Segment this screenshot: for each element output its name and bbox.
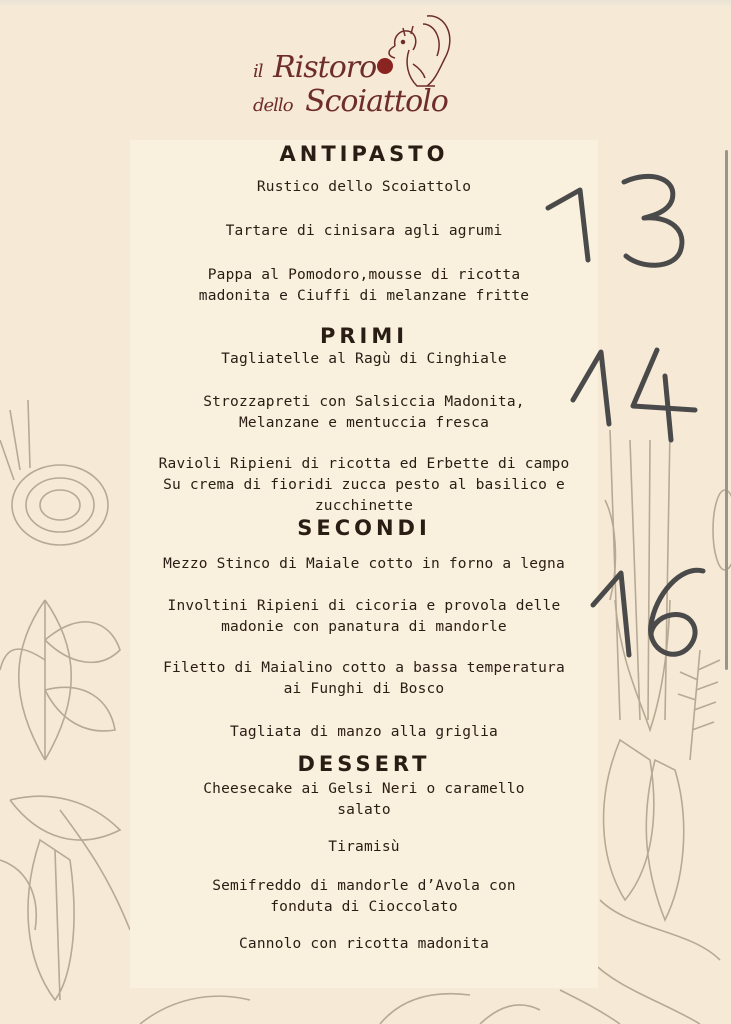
restaurant-logo bbox=[245, 6, 485, 126]
pepper-sketch-icon bbox=[0, 796, 130, 1000]
menu-item bbox=[130, 221, 598, 242]
logo-prefix-dello: dello bbox=[253, 95, 293, 116]
scrollbar[interactable] bbox=[725, 150, 728, 670]
bay-leaf-sketch-icon bbox=[0, 600, 120, 760]
logo-line-1 bbox=[253, 50, 376, 85]
menu-item bbox=[130, 596, 598, 638]
menu-item bbox=[130, 392, 598, 434]
menu-item-line: salato bbox=[337, 802, 391, 818]
menu-item bbox=[130, 837, 598, 858]
menu-item bbox=[130, 779, 598, 821]
menu-item-line: Cannolo con ricotta madonita bbox=[238, 936, 490, 952]
section-title-antipasto: ANTIPASTO bbox=[279, 142, 449, 166]
menu-item-line: Mezzo Stinco di Maiale cotto in forno a legna bbox=[163, 556, 565, 572]
menu-item-line: Tiramisù bbox=[328, 839, 400, 855]
section-title-dessert: DESSERT bbox=[297, 752, 431, 776]
menu-item-line: zucchinette bbox=[314, 498, 414, 514]
menu-item-line: Melanzane e mentuccia fresca bbox=[238, 415, 490, 431]
menu-item-line: Filetto di Maialino cotto a bassa temperatura bbox=[163, 660, 565, 676]
herb-sprig-sketch-icon bbox=[140, 990, 620, 1024]
price-antipasto bbox=[540, 160, 710, 280]
menu-item bbox=[130, 554, 598, 575]
menu-item bbox=[130, 658, 598, 700]
menu-panel bbox=[130, 140, 598, 988]
menu-item-line: Ravioli Ripieni di ricotta ed Erbette di campo bbox=[158, 456, 570, 472]
menu-item-line: ai Funghi di Bosco bbox=[283, 681, 445, 697]
menu-item-line: Rustico dello Scoiattolo bbox=[256, 179, 472, 195]
section-title-primi: PRIMI bbox=[319, 324, 409, 348]
menu-item bbox=[130, 349, 598, 370]
price-secondi bbox=[585, 555, 715, 665]
menu-item-line: madonie con panatura di mandorle bbox=[221, 619, 507, 635]
price-primi-value: 14 bbox=[565, 340, 567, 341]
menu-item-line: Su crema di fioridi zucca pesto al basilico e bbox=[163, 477, 565, 493]
logo-line-2 bbox=[253, 84, 448, 119]
menu-item bbox=[130, 934, 598, 955]
menu-item bbox=[130, 454, 598, 517]
logo-word-ristoro: Ristoro bbox=[273, 50, 377, 85]
menu-item-line: fonduta di Cioccolato bbox=[270, 899, 458, 915]
menu-item-line: Tagliatelle al Ragù di Cinghiale bbox=[221, 351, 507, 367]
menu-item-line: Pappa al Pomodoro,mousse di ricotta bbox=[207, 267, 521, 283]
menu-item bbox=[130, 876, 598, 918]
menu-item bbox=[130, 177, 598, 198]
price-antipasto-value: 13 bbox=[540, 160, 542, 161]
menu-item-line: Semifreddo di mandorle d’Avola con bbox=[212, 878, 516, 894]
onion-sketch-icon bbox=[0, 400, 108, 545]
menu-item bbox=[130, 265, 598, 307]
menu-item-line: madonita e Ciuffi di melanzane fritte bbox=[198, 288, 530, 304]
menu-item-line: Tartare di cinisara agli agrumi bbox=[225, 223, 503, 239]
rosemary-sketch-icon bbox=[678, 650, 720, 760]
menu-item bbox=[130, 722, 598, 743]
price-primi bbox=[565, 340, 715, 450]
menu-item-line: Involtini Ripieni di cicoria e provola delle bbox=[167, 598, 561, 614]
squirrel-icon bbox=[365, 6, 455, 96]
menu-item-line: Cheesecake ai Gelsi Neri o caramello bbox=[203, 781, 525, 797]
logo-word-scoiattolo: Scoiattolo bbox=[305, 84, 448, 119]
menu-item-line: Strozzapreti con Salsiccia Madonita, bbox=[203, 394, 525, 410]
price-secondi-value: 16 bbox=[585, 555, 587, 556]
menu-item-line: Tagliata di manzo alla griglia bbox=[230, 724, 498, 740]
section-title-secondi: SECONDI bbox=[297, 516, 431, 540]
logo-prefix-il: il bbox=[253, 61, 263, 82]
